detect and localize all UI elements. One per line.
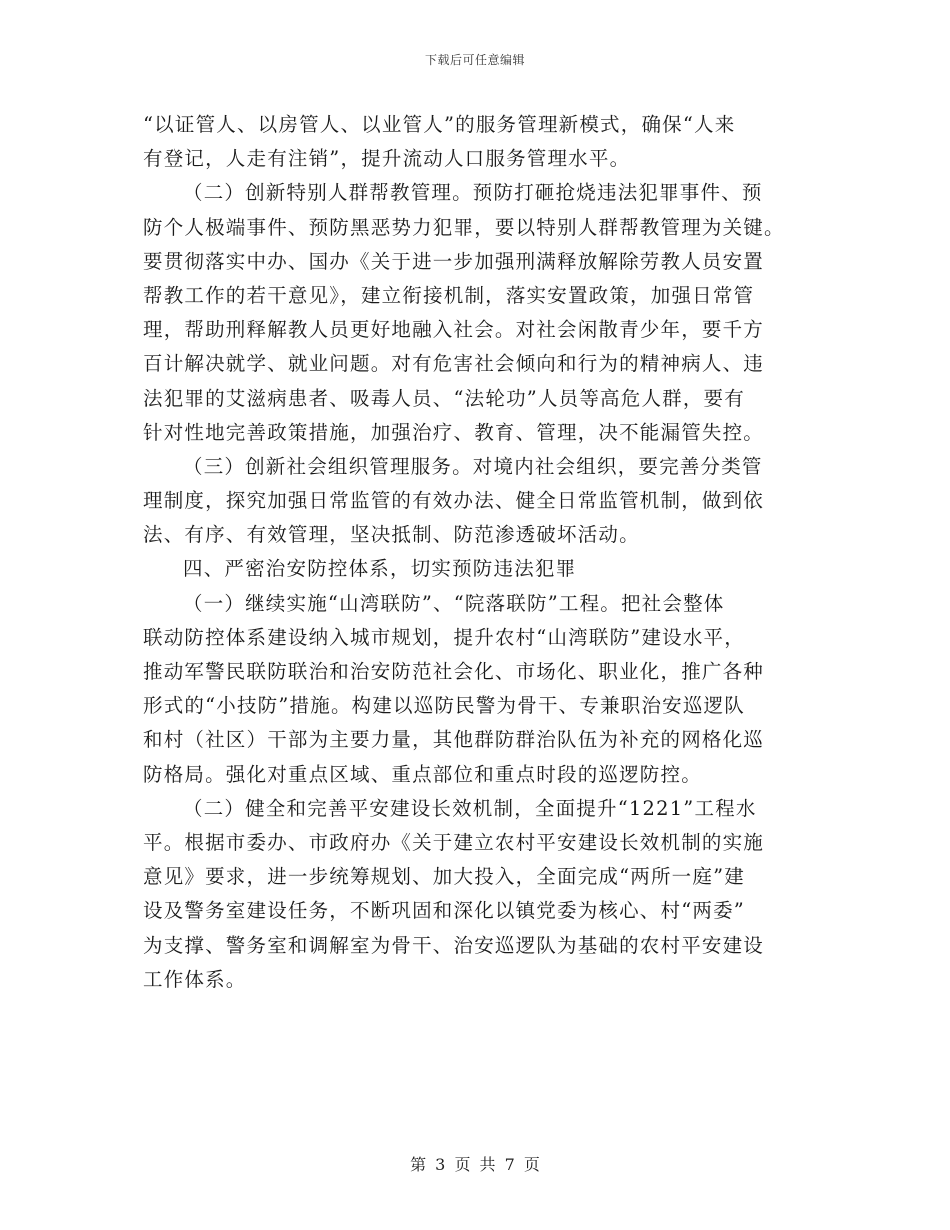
page-header: 下载后可任意编辑 [424, 53, 525, 67]
paragraph-start-line: （二）健全和完善平安建设长效机制，全面提升“1221”工程水 [183, 796, 757, 820]
section-heading: 四、严密治安防控体系，切实预防违法犯罪 [183, 557, 577, 581]
text-line: 防格局。强化对重点区域、重点部位和重点时段的巡逻防控。 [143, 762, 702, 786]
text-line: 联动防控体系建设纳入城市规划，提升农村“山湾联防”建设水平， [143, 625, 745, 649]
text-line: 针对性地完善政策措施，加强治疗、教育、管理，决不能漏管失控。 [143, 420, 765, 444]
text-line: 百计解决就学、就业问题。对有危害社会倾向和行为的精神病人、违 [143, 352, 765, 376]
text-line: 为支撑、警务室和调解室为骨干、治安巡逻队为基础的农村平安建设 [143, 933, 765, 957]
text-line: 和村（社区）干部为主要力量，其他群防群治队伍为补充的网格化巡 [143, 728, 765, 752]
text-line: 帮教工作的若干意见》，建立衔接机制，落实安置政策，加强日常管 [143, 283, 755, 307]
document-body [143, 108, 803, 997]
text-line: 有登记，人走有注销”，提升流动人口服务管理水平。 [143, 147, 631, 171]
text-line: 法犯罪的艾滋病患者、吸毒人员、“法轮功”人员等高危人群，要有 [143, 386, 745, 410]
text-line: 形式的“小技防”措施。构建以巡防民警为骨干、专兼职治安巡逻队 [143, 694, 745, 718]
paragraph-start-line: （二）创新特别人群帮教管理。预防打砸抢烧违法犯罪事件、预 [183, 181, 763, 205]
paragraph-start-line: （三）创新社会组织管理服务。对境内社会组织，要完善分类管 [183, 454, 763, 478]
text-line: 设及警务室建设任务，不断巩固和深化以镇党委为核心、村“两委” [143, 899, 745, 923]
text-line: 工作体系。 [143, 967, 247, 991]
paragraph-start-line: （一）继续实施“山湾联防”、“院落联防”工程。把社会整体 [183, 591, 725, 615]
text-line: 平。根据市委办、市政府办《关于建立农村平安建设长效机制的实施 [143, 830, 765, 854]
page-number: 第 3 页 共 7 页 [410, 1155, 540, 1174]
text-line: 理，帮助刑释解教人员更好地融入社会。对社会闲散青少年，要千方 [143, 318, 765, 342]
text-line: 理制度，探究加强日常监管的有效办法、健全日常监管机制，做到依 [143, 489, 765, 513]
text-line: “以证管人、以房管人、以业管人”的服务管理新模式，确保“人来 [143, 113, 736, 136]
text-line: 防个人极端事件、预防黑恶势力犯罪，要以特别人群帮教管理为关键。 [143, 215, 785, 239]
text-line: 意见》要求，进一步统筹规划、加大投入，全面完成“两所一庭”建 [143, 865, 745, 889]
text-line: 法、有序、有效管理，坚决抵制、防范渗透破坏活动。 [143, 523, 640, 547]
text-line: 要贯彻落实中办、国办《关于进一步加强刑满释放解除劳教人员安置 [143, 249, 765, 273]
text-line: 推动军警民联防联治和治安防范社会化、市场化、职业化，推广各种 [143, 660, 765, 683]
